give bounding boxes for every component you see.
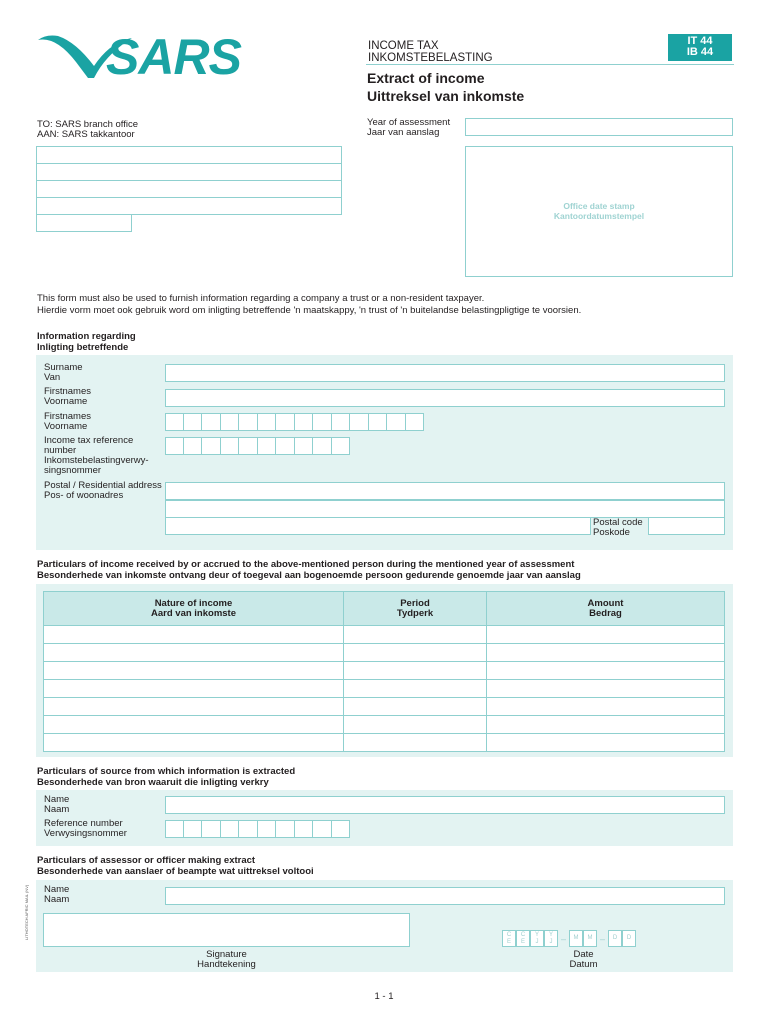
- assessor-heading: [37, 855, 314, 877]
- amount-cell[interactable]: [487, 680, 725, 698]
- amount-cell[interactable]: [487, 626, 725, 644]
- table-row: [44, 626, 725, 644]
- branch-line-4[interactable]: [36, 197, 342, 215]
- period-cell[interactable]: [344, 644, 487, 662]
- nature-cell[interactable]: [44, 644, 344, 662]
- form-type-en: INCOME TAX: [368, 40, 439, 52]
- year-label-en: Year of assessment: [367, 117, 451, 128]
- postal-code-label: [593, 518, 643, 538]
- firstnames-initials-label: [44, 412, 91, 432]
- source-name-label: [44, 795, 69, 815]
- amount-cell[interactable]: [487, 734, 725, 752]
- postal-code-input[interactable]: [648, 517, 725, 535]
- source-heading: [37, 766, 295, 788]
- initials-label-en: Firstnames: [44, 411, 91, 422]
- col-amount: [487, 592, 725, 626]
- period-cell[interactable]: [344, 662, 487, 680]
- firstnames-label: [44, 387, 91, 407]
- date-separator: –: [561, 933, 567, 944]
- nature-cell[interactable]: [44, 698, 344, 716]
- postal-code-label-af: Poskode: [593, 527, 630, 538]
- table-row: [44, 680, 725, 698]
- date-char: C E: [516, 930, 530, 947]
- info-heading-af: Inligting betreffende: [37, 342, 129, 353]
- form-type-af: INKOMSTEBELASTING: [368, 52, 493, 64]
- logo-text: SARS: [106, 29, 241, 85]
- amount-cell[interactable]: [487, 644, 725, 662]
- addressee-label: [37, 120, 138, 140]
- col-nature-af: Aard van inkomste: [151, 607, 236, 619]
- amount-cell[interactable]: [487, 716, 725, 734]
- form-type: [368, 40, 493, 64]
- assessor-name-en: Name: [44, 884, 70, 895]
- page-number: 1 - 1: [374, 991, 394, 1002]
- title-af: Uittreksel van inkomste: [367, 88, 525, 104]
- info-panel: [36, 355, 733, 550]
- firstnames-input[interactable]: [165, 389, 725, 407]
- nature-cell[interactable]: [44, 680, 344, 698]
- office-stamp-box: [465, 146, 733, 277]
- source-ref-label: [44, 819, 127, 839]
- nature-cell[interactable]: [44, 716, 344, 734]
- address-label: [44, 481, 162, 501]
- date-label-en: Date: [573, 949, 594, 960]
- tax-ref-label-3: Inkomstebelastingverwy-: [44, 455, 149, 466]
- date-char: D: [622, 930, 636, 947]
- tax-ref-label: [44, 436, 149, 476]
- period-cell[interactable]: [344, 698, 487, 716]
- firstnames-label-af: Voorname: [44, 396, 88, 407]
- assessor-panel: [36, 880, 733, 972]
- source-ref-af: Verwysingsnommer: [44, 828, 127, 839]
- surname-input[interactable]: [165, 364, 725, 382]
- source-name-en: Name: [44, 794, 70, 805]
- amount-cell[interactable]: [487, 698, 725, 716]
- date-input[interactable]: [502, 930, 636, 947]
- date-label-af: Datum: [569, 959, 598, 970]
- period-cell[interactable]: [344, 626, 487, 644]
- table-row: [44, 662, 725, 680]
- branch-line-2[interactable]: [36, 163, 342, 181]
- tax-ref-label-1: Income tax reference: [44, 435, 134, 446]
- assessor-name-af: Naam: [44, 894, 70, 905]
- address-line-2[interactable]: [165, 500, 725, 518]
- to-en: TO: SARS branch office: [37, 119, 139, 130]
- signature-label-en: Signature: [206, 949, 247, 960]
- table-row: [44, 698, 725, 716]
- address-line-1[interactable]: [165, 482, 725, 500]
- col-period-en: Period: [400, 597, 430, 609]
- income-heading-en: Particulars of income received by or accrued to the above-mentioned person during the mentioned year of assessment: [37, 559, 575, 570]
- info-heading: [37, 331, 136, 353]
- initials-cells[interactable]: [165, 413, 424, 431]
- title-en: Extract of income: [367, 70, 485, 86]
- source-panel: [36, 790, 733, 846]
- tax-ref-label-2: number: [44, 445, 77, 456]
- date-char: C E: [502, 930, 516, 947]
- income-table-header: [44, 592, 725, 626]
- surname-label: [44, 363, 83, 383]
- col-nature-en: Nature of income: [154, 597, 233, 609]
- income-table: [43, 591, 725, 752]
- year-input[interactable]: [465, 118, 733, 136]
- firstnames-label-en: Firstnames: [44, 386, 91, 397]
- page-title: [367, 69, 524, 105]
- source-heading-en: Particulars of source from which information is extracted: [37, 766, 296, 777]
- assessor-heading-af: Besonderhede van aanslaer of beampte wat uittreksel voltooi: [37, 866, 314, 877]
- table-row: [44, 716, 725, 734]
- to-af: AAN: SARS takkantoor: [37, 129, 135, 140]
- address-label-af: Pos- of woonadres: [44, 490, 124, 501]
- surname-label-af: Van: [44, 372, 61, 383]
- date-char: Y J: [530, 930, 544, 947]
- col-period: [344, 592, 487, 626]
- source-name-input[interactable]: [165, 796, 725, 814]
- stamp-af: Kantoordatumstempel: [553, 211, 645, 221]
- nature-cell[interactable]: [44, 662, 344, 680]
- assessor-heading-en: Particulars of assessor or officer making extract: [37, 855, 256, 866]
- assessor-name-label: [44, 885, 69, 905]
- form-code-badge: [668, 34, 732, 61]
- note-en: This form must also be used to furnish information regarding a company a trust or a non-resident taxpayer.: [37, 293, 485, 304]
- amount-cell[interactable]: [487, 662, 725, 680]
- header-divider: [366, 64, 734, 65]
- period-cell[interactable]: [344, 716, 487, 734]
- branch-line-3[interactable]: [36, 180, 342, 198]
- branch-address-box: [36, 146, 342, 214]
- form-note: [37, 294, 737, 316]
- period-cell[interactable]: [344, 680, 487, 698]
- nature-cell[interactable]: [44, 626, 344, 644]
- table-row: [44, 734, 725, 752]
- source-name-af: Naam: [44, 804, 70, 815]
- form-code-en: IT 44: [687, 35, 713, 47]
- branch-line-1[interactable]: [36, 146, 342, 164]
- branch-line-5[interactable]: [36, 214, 132, 232]
- table-row: [44, 644, 725, 662]
- col-amount-en: Amount: [587, 597, 624, 609]
- address-line-3[interactable]: [165, 517, 591, 535]
- address-label-en: Postal / Residential address: [44, 480, 162, 491]
- date-char: M: [569, 930, 583, 947]
- sars-logo: [36, 29, 258, 85]
- period-cell[interactable]: [344, 734, 487, 752]
- source-ref-cells[interactable]: [165, 820, 350, 838]
- postal-code-label-en: Postal code: [593, 517, 643, 528]
- signature-label-af: Handtekening: [197, 959, 256, 970]
- year-label-af: Jaar van aanslag: [367, 127, 440, 138]
- date-label: [556, 950, 611, 970]
- date-separator: –: [600, 933, 606, 944]
- year-label: [367, 118, 450, 138]
- signature-box[interactable]: [43, 913, 410, 947]
- income-heading-af: Besonderhede van inkomste ontvang deur of toegeval aan bogenoemde persoon gedurende genoemde jaar van aanslag: [37, 570, 581, 581]
- source-ref-en: Reference number: [44, 818, 123, 829]
- date-char: D: [608, 930, 622, 947]
- date-char: Y J: [544, 930, 558, 947]
- info-heading-en: Information regarding: [37, 331, 136, 342]
- income-heading: [37, 559, 581, 581]
- initials-label-af: Voorname: [44, 421, 88, 432]
- note-af: Hierdie vorm moet ook gebruik word om inligting betreffende 'n maatskappy, 'n trust of 'n buitelandse belastingpligtige te voorsien.: [37, 305, 582, 316]
- surname-label-en: Surname: [44, 362, 83, 373]
- nature-cell[interactable]: [44, 734, 344, 752]
- tax-ref-cells[interactable]: [165, 437, 350, 455]
- tax-ref-label-4: singsnommer: [44, 465, 102, 476]
- date-char: M: [583, 930, 597, 947]
- col-nature: [44, 592, 344, 626]
- col-period-af: Tydperk: [396, 607, 434, 619]
- stamp-en: Office date stamp: [563, 201, 635, 211]
- printer-imprint: LITHOTECH AFRIC MAIL (NV): [24, 884, 29, 940]
- form-code-af: IB 44: [686, 46, 714, 58]
- source-heading-af: Besonderhede van bron waaruit die inligting verkry: [37, 777, 269, 788]
- signature-label: [43, 950, 410, 970]
- col-amount-af: Bedrag: [589, 607, 622, 619]
- assessor-name-input[interactable]: [165, 887, 725, 905]
